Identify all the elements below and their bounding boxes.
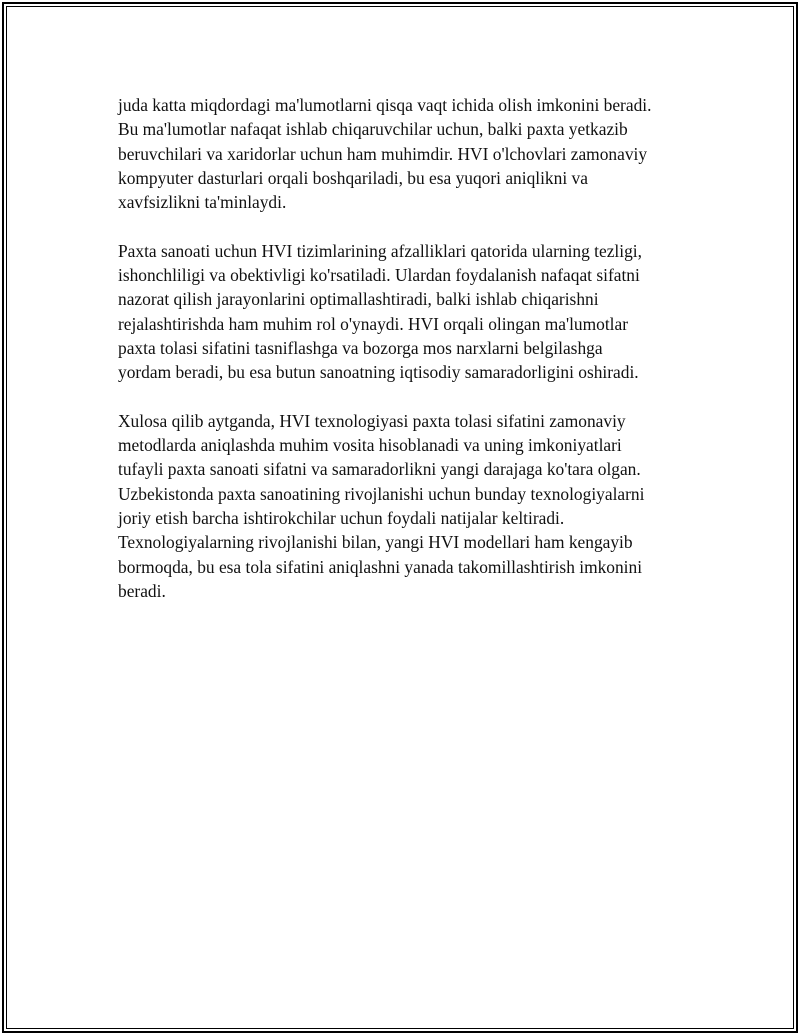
paragraph-hvi-data: juda katta miqdordagi ma'lumotlarni qisqa vaqt ichida olish imkonini beradi. Bu ma'lumotlar nafaqat ishlab chiqaruvchilar uchun, balki paxta yetkazib beruvchilari va xaridorlar uchun ham muhimdir. HVI o'lchovlari zamonaviy kompyuter dasturlari orqali boshqariladi, bu esa yuqori aniqlikni va xavfsizlikni ta'minlaydi. [118, 95, 652, 213]
paragraph-hvi-advantages: Paxta sanoati uchun HVI tizimlarining afzalliklari qatorida ularning tezligi, ishonchliligi va obektivligi ko'rsatiladi. Ulardan foydalanish nafaqat sifatni nazorat qilish jarayonlarini optimallashtiradi, balki ishlab chiqarishni rejalashtirishda ham muhim rol o'ynaydi. HVI orqali olingan ma'lumotlar paxta tolasi sifatini tasniflashga va bozorga mos narxlarni belgilashga yordam beradi, bu esa butun sanoatning iqtisodiy samaradorligini oshiradi. [118, 240, 642, 383]
paragraph-conclusion: Xulosa qilib aytganda, HVI texnologiyasi paxta tolasi sifatini zamonaviy metodlarda aniqlashda muhim vosita hisoblanadi va uning imkoniyatlari tufayli paxta sanoati sifatni va samaradorlikni yangi darajaga ko'tara olgan. Uzbekistonda paxta sanoatining rivojlanishi uchun bunday texnologiyalarni joriy etish barcha ishtirokchilar uchun foydali natijalar keltiradi. Texnologiyalarning rivojlanishi bilan, yangi HVI modellari ham kengayib bormoqda, bu esa tola sifatini aniqlashni yanada takomillashtirish imkonini beradi. [118, 410, 645, 601]
document-body [118, 93, 698, 628]
